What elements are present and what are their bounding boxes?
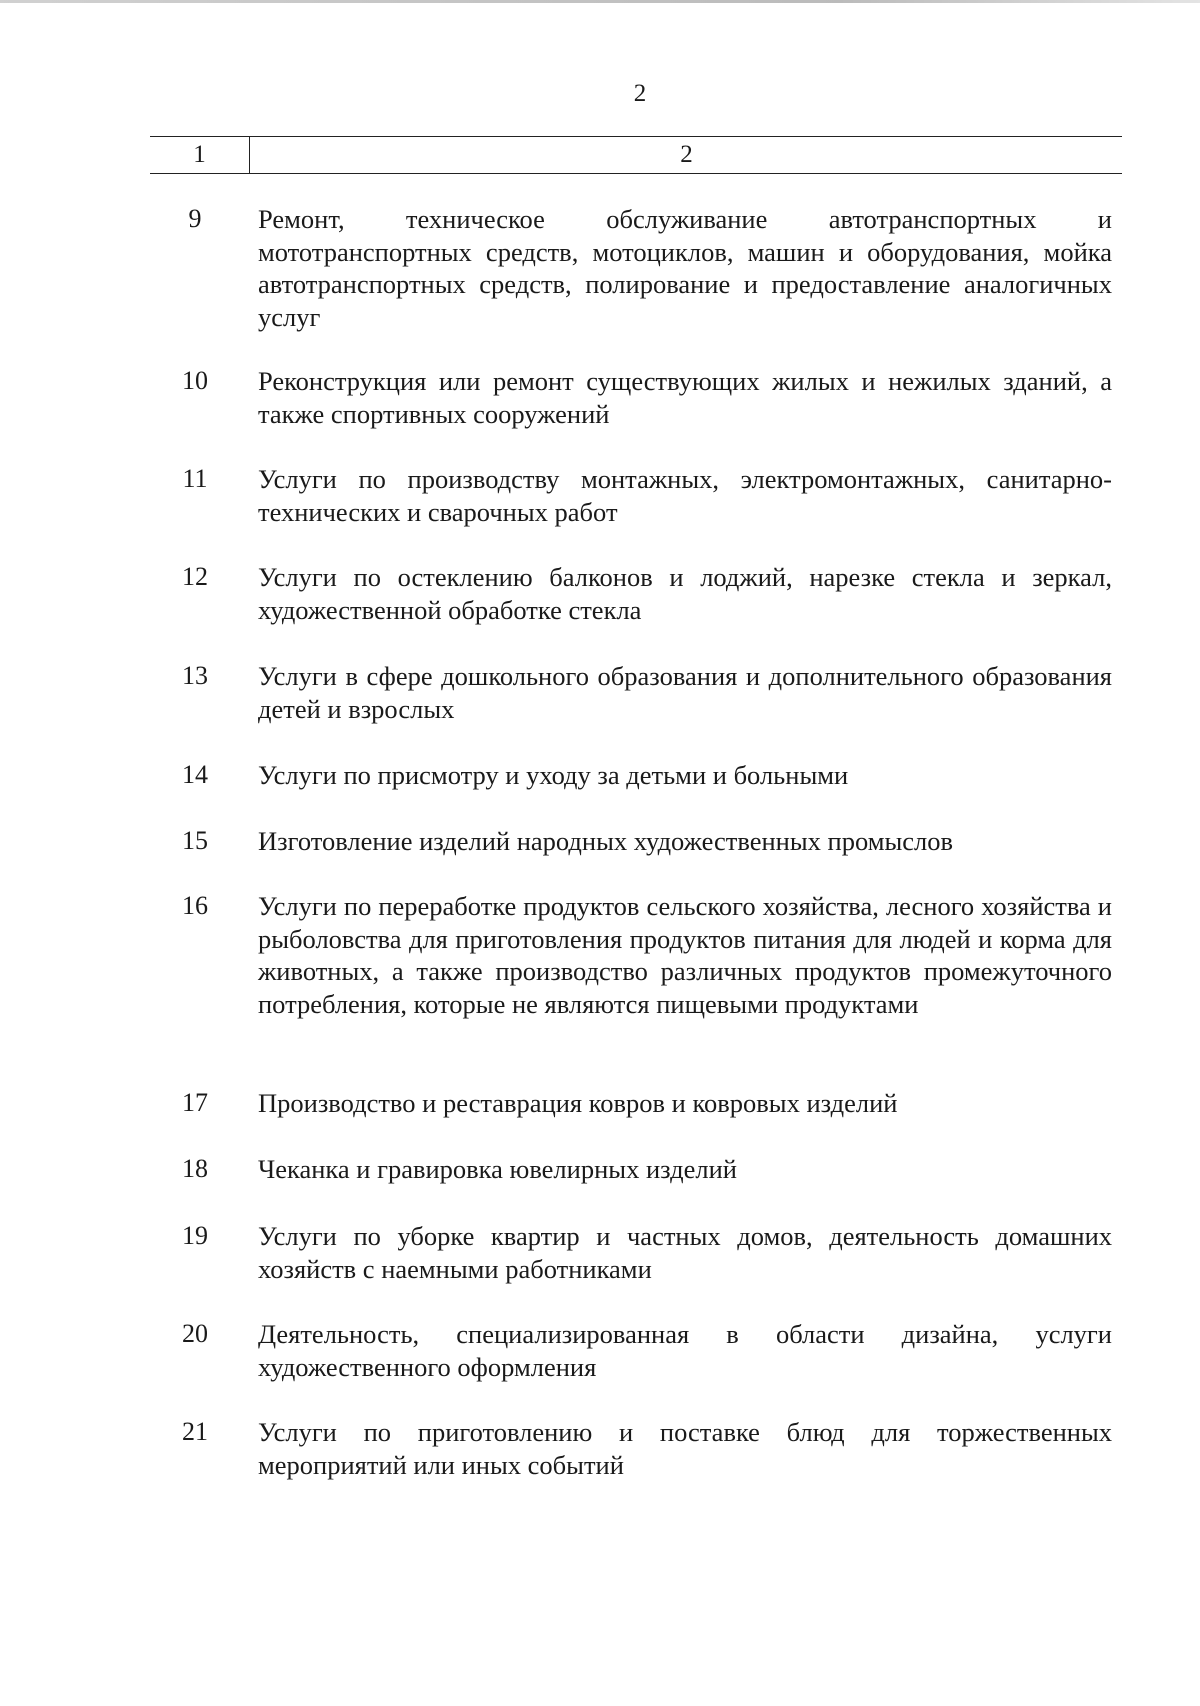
- item-text: Ремонт, техническое обслуживание автотранспортных и мототранспортных средств, мотоциклов, машин и оборудования, мойка автотранспортных средств, полирование и предоставление аналогичных услуг: [258, 204, 1112, 332]
- item-number: 17: [182, 1088, 208, 1117]
- item-text: Услуги по остеклению балконов и лоджий, нарезке стекла и зеркал, художественной обработке стекла: [258, 562, 1112, 625]
- item-number: 18: [182, 1154, 208, 1183]
- item-text: Услуги по уборке квартир и частных домов, деятельность домашних хозяйств с наемными работниками: [258, 1221, 1112, 1284]
- item-number: 9: [188, 204, 202, 233]
- item-text: Услуги по переработке продуктов сельского хозяйства, лесного хозяйства и рыболовства для приготовления продуктов питания для людей и корма для животных, а также производство различных продуктов промежуточного потребления, которые не являются пищевыми продуктами: [258, 891, 1112, 1019]
- scan-top-edge: [0, 0, 1200, 3]
- page-number: 2: [633, 80, 647, 107]
- table-header-col-2: 2: [680, 141, 693, 168]
- item-text: Услуги по присмотру и уходу за детьми и больными: [258, 760, 849, 790]
- item-text: Реконструкция или ремонт существующих жилых и нежилых зданий, а также спортивных сооружений: [258, 366, 1112, 429]
- item-text: Услуги в сфере дошкольного образования и дополнительного образования детей и взрослых: [258, 661, 1112, 724]
- item-text: Изготовление изделий народных художественных промыслов: [258, 826, 954, 856]
- item-number: 19: [182, 1221, 208, 1250]
- item-number: 16: [182, 891, 208, 920]
- table-header-col-1: 1: [150, 137, 250, 173]
- item-text: Услуги по приготовлению и поставке блюд для торжественных мероприятий или иных событий: [258, 1417, 1112, 1480]
- item-number: 15: [182, 826, 208, 855]
- item-number: 14: [182, 760, 208, 789]
- item-number: 11: [182, 464, 208, 493]
- item-text: Деятельность, специализированная в области дизайна, услуги художественного оформления: [258, 1319, 1112, 1382]
- item-number: 10: [182, 366, 208, 395]
- item-number: 13: [182, 661, 208, 690]
- item-number: 20: [182, 1319, 208, 1348]
- item-number: 21: [182, 1417, 208, 1446]
- item-text: Производство и реставрация ковров и ковровых изделий: [258, 1088, 898, 1118]
- item-text: Услуги по производству монтажных, электромонтажных, санитарно-технических и сварочных работ: [258, 464, 1112, 527]
- table-header-row: [150, 136, 1122, 174]
- item-number: 12: [182, 562, 208, 591]
- item-text: Чеканка и гравировка ювелирных изделий: [258, 1154, 737, 1184]
